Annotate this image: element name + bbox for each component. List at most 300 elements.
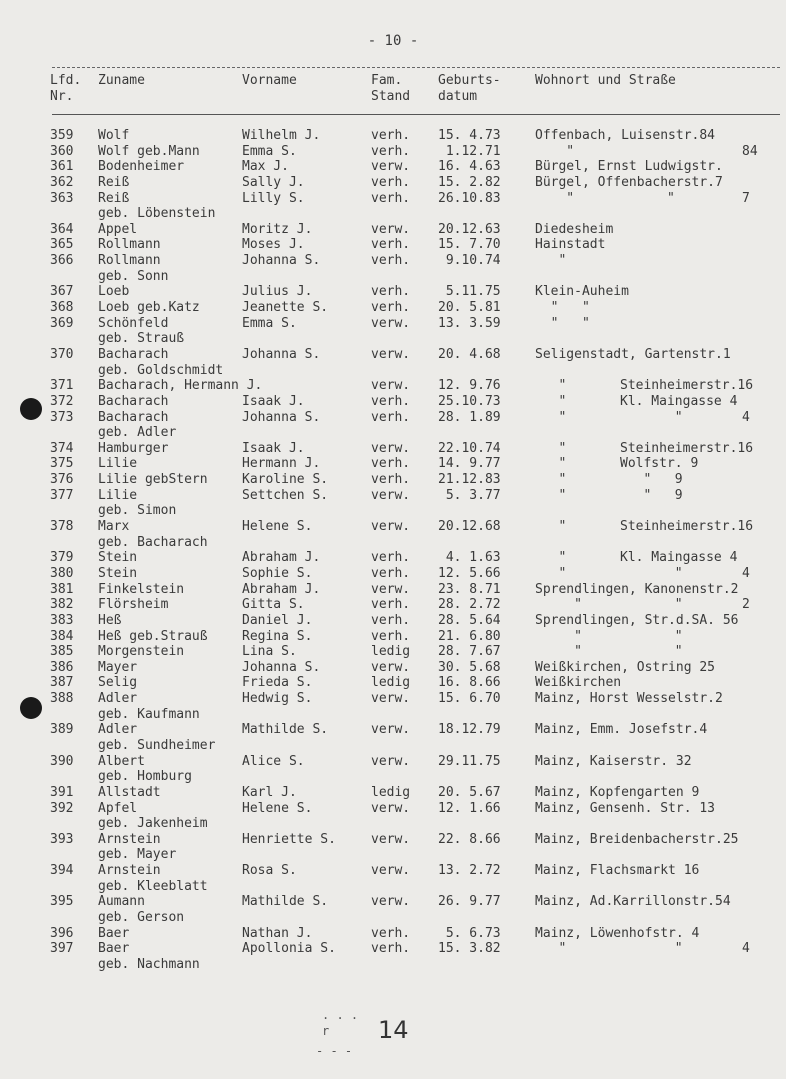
vorname-cell: Julius J. — [242, 284, 313, 300]
lfd-cell: 374 — [50, 440, 74, 456]
zuname-cell: geb. Strauß — [98, 331, 185, 347]
stand-cell: verw. — [371, 519, 411, 535]
geburtsdatum-cell: 12. 5.66 — [438, 565, 501, 581]
strasse-cell: " — [620, 409, 683, 425]
geburtsdatum-cell: 15. 4.73 — [438, 128, 501, 143]
header-lfd: Lfd. — [50, 73, 82, 88]
geburtsdatum-cell: 15. 6.70 — [438, 691, 501, 707]
stand-cell: verh. — [371, 237, 411, 253]
stand-cell: verh. — [371, 925, 411, 941]
table-row — [0, 566, 786, 582]
geburtsdatum-cell: 22. 8.66 — [438, 831, 501, 847]
lfd-cell: 390 — [50, 753, 74, 769]
header-bottom-rule — [52, 114, 780, 115]
wohnort-cell: " " — [535, 300, 590, 316]
table-row — [0, 894, 786, 910]
table-row-continuation — [0, 363, 786, 379]
lfd-cell: 372 — [50, 393, 74, 409]
vorname-cell: Rosa S. — [242, 863, 297, 879]
header-top-rule — [52, 67, 780, 68]
stand-cell: verh. — [371, 253, 411, 269]
strasse-cell: " — [620, 565, 683, 581]
table-row-continuation — [0, 503, 786, 519]
stand-cell: verw. — [371, 722, 411, 738]
table-row — [0, 316, 786, 332]
strasse-cell: Wolfstr. 9 — [620, 456, 699, 472]
zuname-cell: Schönfeld — [98, 315, 169, 331]
table-row — [0, 597, 786, 613]
stand-cell: verw. — [371, 487, 411, 503]
table-row — [0, 754, 786, 770]
zuname-cell: Morgenstein — [98, 644, 185, 660]
stand-cell: verh. — [371, 597, 411, 613]
geburtsdatum-cell: 26.10.83 — [438, 190, 501, 206]
vorname-cell: Emma S. — [242, 143, 297, 159]
geburtsdatum-cell: 12. 9.76 — [438, 378, 501, 394]
lfd-cell: 397 — [50, 941, 74, 957]
stand-cell: verw. — [371, 440, 411, 456]
vorname-cell: Sally J. — [242, 174, 305, 190]
table-row — [0, 941, 786, 957]
geburtsdatum-cell: 21.12.83 — [438, 472, 501, 488]
wohnort-cell: Bürgel, Ernst Ludwigstr. — [535, 159, 723, 175]
table-row — [0, 644, 786, 660]
zuname-cell: Mayer — [98, 659, 138, 675]
vorname-cell: Lilly S. — [242, 190, 305, 206]
table-row — [0, 159, 786, 175]
vorname-cell: Moritz J. — [242, 221, 313, 237]
table-row — [0, 785, 786, 801]
strasse-cell: " — [620, 190, 675, 206]
lfd-cell: 368 — [50, 300, 74, 316]
wohnort-cell: Offenbach, Luisenstr.84 — [535, 128, 716, 143]
wohnort-cell: " — [535, 941, 567, 957]
vorname-cell: Johanna S. — [242, 253, 321, 269]
wohnort-cell: Sprendlingen, Kanonenstr.2 — [535, 581, 739, 597]
header-nr: Nr. — [50, 89, 74, 104]
lfd-cell: 394 — [50, 863, 74, 879]
table-row-continuation — [0, 707, 786, 723]
lfd-cell: 363 — [50, 190, 74, 206]
vorname-cell: Moses J. — [242, 237, 305, 253]
lfd-cell: 396 — [50, 925, 74, 941]
zuname-cell: Adler — [98, 722, 138, 738]
zuname-cell: Bacharach — [98, 393, 169, 409]
zuname-cell: Lilie — [98, 456, 138, 472]
table-row-continuation — [0, 879, 786, 895]
vorname-cell: Jeanette S. — [242, 300, 329, 316]
zuname-cell: Reiß — [98, 174, 130, 190]
lfd-cell: 395 — [50, 894, 74, 910]
vorname-cell: Henriette S. — [242, 831, 336, 847]
stand-cell: verw. — [371, 221, 411, 237]
stand-cell: ledig — [371, 675, 411, 691]
vorname-cell: Nathan J. — [242, 925, 313, 941]
geburtsdatum-cell: 23. 8.71 — [438, 581, 501, 597]
wohnort-cell: " — [535, 253, 567, 269]
vorname-cell: Max J. — [242, 159, 289, 175]
table-row — [0, 613, 786, 629]
table-row — [0, 519, 786, 535]
geburtsdatum-cell: 28. 5.64 — [438, 612, 501, 628]
table-row — [0, 253, 786, 269]
zuname-cell: geb. Simon — [98, 503, 177, 519]
lfd-cell: 389 — [50, 722, 74, 738]
stand-cell: verh. — [371, 284, 411, 300]
vorname-cell: Daniel J. — [242, 612, 313, 628]
zuname-cell: Arnstein — [98, 863, 161, 879]
wohnort-cell: " — [535, 190, 575, 206]
header-fam: Fam. — [371, 73, 403, 88]
zuname-cell: Bodenheimer — [98, 159, 185, 175]
lfd-cell: 381 — [50, 581, 74, 597]
wohnort-cell: Mainz, Kopfengarten 9 — [535, 784, 700, 800]
table-row — [0, 284, 786, 300]
geburtsdatum-cell: 22.10.74 — [438, 440, 501, 456]
hausnummer-cell: 4 — [742, 409, 750, 425]
table-row-continuation — [0, 769, 786, 785]
lfd-cell: 383 — [50, 612, 74, 628]
geburtsdatum-cell: 14. 9.77 — [438, 456, 501, 472]
stand-cell: verw. — [371, 831, 411, 847]
vorname-cell: Abraham J. — [242, 581, 321, 597]
geburtsdatum-cell: 15. 7.70 — [438, 237, 501, 253]
vorname-cell: Johanna S. — [242, 409, 321, 425]
punch-hole-upper — [20, 398, 42, 420]
stand-cell: verw. — [371, 691, 411, 707]
lfd-cell: 365 — [50, 237, 74, 253]
wohnort-cell: Weißkirchen, Ostring 25 — [535, 659, 716, 675]
wohnort-cell: " — [535, 519, 567, 535]
stand-cell: verw. — [371, 159, 411, 175]
table-row — [0, 863, 786, 879]
vorname-cell: Karoline S. — [242, 472, 329, 488]
geburtsdatum-cell: 18.12.79 — [438, 722, 501, 738]
zuname-cell: Adler — [98, 691, 138, 707]
lfd-cell: 382 — [50, 597, 74, 613]
footer-mark-left: r — [322, 1024, 330, 1038]
table-row — [0, 378, 786, 394]
lfd-cell: 377 — [50, 487, 74, 503]
lfd-cell: 384 — [50, 628, 74, 644]
lfd-cell: 387 — [50, 675, 74, 691]
lfd-cell: 370 — [50, 346, 74, 362]
table-row — [0, 660, 786, 676]
strasse-cell: " — [620, 644, 683, 660]
vorname-cell: Sophie S. — [242, 565, 313, 581]
wohnort-cell: Diedesheim — [535, 221, 614, 237]
lfd-cell: 373 — [50, 409, 74, 425]
wohnort-cell: " — [535, 565, 567, 581]
vorname-cell: Karl J. — [242, 784, 297, 800]
zuname-cell: geb. Bacharach — [98, 534, 208, 550]
zuname-cell: Baer — [98, 925, 130, 941]
zuname-cell: Appel — [98, 221, 138, 237]
vorname-cell: Helene S. — [242, 800, 313, 816]
table-row-continuation — [0, 847, 786, 863]
lfd-cell: 388 — [50, 691, 74, 707]
lfd-cell: 386 — [50, 659, 74, 675]
zuname-cell: Rollmann — [98, 253, 161, 269]
strasse-cell: Kl. Maingasse 4 — [620, 550, 738, 566]
strasse-cell: " — [620, 941, 683, 957]
zuname-cell: geb. Mayer — [98, 847, 177, 863]
table-row — [0, 175, 786, 191]
geburtsdatum-cell: 15. 2.82 — [438, 174, 501, 190]
stand-cell: verh. — [371, 550, 411, 566]
footer-number: 14 — [378, 1016, 409, 1044]
zuname-cell: Reiß — [98, 190, 130, 206]
lfd-cell: 375 — [50, 456, 74, 472]
zuname-cell: Lilie gebStern — [98, 472, 208, 488]
stand-cell: verh. — [371, 628, 411, 644]
lfd-cell: 379 — [50, 550, 74, 566]
wohnort-cell: " " — [535, 315, 590, 331]
geburtsdatum-cell: 4. 1.63 — [438, 550, 501, 566]
vorname-cell: Alice S. — [242, 753, 305, 769]
lfd-cell: 367 — [50, 284, 74, 300]
vorname-cell: Mathilde S. — [242, 722, 329, 738]
stand-cell: verw. — [371, 346, 411, 362]
vorname-cell: Hedwig S. — [242, 691, 313, 707]
table-row — [0, 675, 786, 691]
stand-cell: verh. — [371, 941, 411, 957]
vorname-cell: Isaak J. — [242, 393, 305, 409]
zuname-cell: Allstadt — [98, 784, 161, 800]
stand-cell: verh. — [371, 393, 411, 409]
geburtsdatum-cell: 20. 5.81 — [438, 300, 501, 316]
table-row — [0, 347, 786, 363]
wohnort-cell: Mainz, Emm. Josefstr.4 — [535, 722, 708, 738]
zuname-cell: geb. Kaufmann — [98, 706, 200, 722]
table-row — [0, 300, 786, 316]
geburtsdatum-cell: 29.11.75 — [438, 753, 501, 769]
wohnort-cell: Mainz, Kaiserstr. 32 — [535, 753, 692, 769]
lfd-cell: 393 — [50, 831, 74, 847]
zuname-cell: Loeb — [98, 284, 130, 300]
strasse-cell: " — [620, 628, 683, 644]
wohnort-cell: Mainz, Flachsmarkt 16 — [535, 863, 700, 879]
table-row — [0, 410, 786, 426]
vorname-cell: Frieda S. — [242, 675, 313, 691]
wohnort-cell: " — [535, 393, 567, 409]
lfd-cell: 360 — [50, 143, 74, 159]
table-row — [0, 441, 786, 457]
lfd-cell: 385 — [50, 644, 74, 660]
zuname-cell: Wolf geb.Mann — [98, 143, 200, 159]
wohnort-cell: " — [535, 143, 575, 159]
header-geburtsdatum — [438, 73, 501, 105]
table-row-continuation — [0, 535, 786, 551]
lfd-cell: 371 — [50, 378, 74, 394]
zuname-cell: geb. Sundheimer — [98, 737, 216, 753]
geburtsdatum-cell: 13. 3.59 — [438, 315, 501, 331]
footer-mark-top: . . . — [322, 1008, 359, 1022]
geburtsdatum-cell: 16. 8.66 — [438, 675, 501, 691]
table-row — [0, 550, 786, 566]
vorname-cell: Abraham J. — [242, 550, 321, 566]
hausnummer-cell: 4 — [742, 941, 750, 957]
geburtsdatum-cell: 5.11.75 — [438, 284, 501, 300]
table-row — [0, 488, 786, 504]
vorname-cell: Emma S. — [242, 315, 297, 331]
zuname-cell: Arnstein — [98, 831, 161, 847]
strasse-cell: Steinheimerstr.16 — [620, 519, 754, 535]
stand-cell: verh. — [371, 565, 411, 581]
table-row — [0, 222, 786, 238]
stand-cell: verh. — [371, 143, 411, 159]
stand-cell: verh. — [371, 128, 411, 143]
geburtsdatum-cell: 28. 1.89 — [438, 409, 501, 425]
stand-cell: ledig — [371, 784, 411, 800]
header-zuname: Zuname — [98, 73, 145, 88]
geburtsdatum-cell: 30. 5.68 — [438, 659, 501, 675]
stand-cell: verw. — [371, 753, 411, 769]
stand-cell: verh. — [371, 409, 411, 425]
stand-cell: verw. — [371, 378, 411, 394]
lfd-cell: 364 — [50, 221, 74, 237]
zuname-cell: Marx — [98, 519, 130, 535]
stand-cell: ledig — [371, 644, 411, 660]
vorname-cell: Mathilde S. — [242, 894, 329, 910]
geburtsdatum-cell: 12. 1.66 — [438, 800, 501, 816]
table-row — [0, 456, 786, 472]
stand-cell: verw. — [371, 315, 411, 331]
table-row-continuation — [0, 738, 786, 754]
header-vorname: Vorname — [242, 73, 297, 88]
geburtsdatum-cell: 20.12.68 — [438, 519, 501, 535]
strasse-cell: Steinheimerstr.16 — [620, 440, 754, 456]
table-row — [0, 801, 786, 817]
lfd-cell: 362 — [50, 174, 74, 190]
geburtsdatum-cell: 20.12.63 — [438, 221, 501, 237]
lfd-cell: 380 — [50, 565, 74, 581]
geburtsdatum-cell: 16. 4.63 — [438, 159, 501, 175]
zuname-cell: geb. Goldschmidt — [98, 362, 224, 378]
table-row — [0, 926, 786, 942]
page-number: - 10 - — [367, 33, 419, 49]
wohnort-cell: Seligenstadt, Gartenstr.1 — [535, 346, 731, 362]
wohnort-cell: Mainz, Breidenbacherstr.25 — [535, 831, 739, 847]
wohnort-cell: " — [535, 644, 582, 660]
zuname-cell: Finkelstein — [98, 581, 185, 597]
header-datum: datum — [438, 89, 478, 104]
hausnummer-cell: 84 — [742, 143, 758, 159]
geburtsdatum-cell: 5. 6.73 — [438, 925, 501, 941]
vorname-cell: Regina S. — [242, 628, 313, 644]
wohnort-cell: Mainz, Horst Wesselstr.2 — [535, 691, 723, 707]
vorname-cell: Hermann J. — [242, 456, 321, 472]
vorname-cell: Settchen S. — [242, 487, 329, 503]
geburtsdatum-cell: 28. 7.67 — [438, 644, 501, 660]
table-row — [0, 472, 786, 488]
hausnummer-cell: 2 — [742, 597, 750, 613]
lfd-cell: 366 — [50, 253, 74, 269]
wohnort-cell: Sprendlingen, Str.d.SA. 56 — [535, 612, 739, 628]
geburtsdatum-cell: 20. 4.68 — [438, 346, 501, 362]
punch-hole-lower — [20, 697, 42, 719]
table-row-continuation — [0, 957, 786, 973]
stand-cell: verh. — [371, 472, 411, 488]
wohnort-cell: " — [535, 628, 582, 644]
table-row — [0, 144, 786, 160]
zuname-cell: Albert — [98, 753, 145, 769]
table-row — [0, 191, 786, 207]
table-row-continuation — [0, 816, 786, 832]
table-row — [0, 237, 786, 253]
geburtsdatum-cell: 26. 9.77 — [438, 894, 501, 910]
strasse-cell: " 9 — [620, 487, 683, 503]
wohnort-cell: Mainz, Gensenh. Str. 13 — [535, 800, 716, 816]
header-wohnort: Wohnort und Straße — [535, 73, 676, 88]
wohnort-cell: " — [535, 409, 567, 425]
lfd-cell: 391 — [50, 784, 74, 800]
vorname-cell: Gitta S. — [242, 597, 305, 613]
wohnort-cell: " — [535, 597, 582, 613]
zuname-cell: geb. Sonn — [98, 268, 169, 284]
register-table — [0, 128, 786, 973]
vorname-cell: Lina S. — [242, 644, 297, 660]
geburtsdatum-cell: 25.10.73 — [438, 393, 501, 409]
strasse-cell: Kl. Maingasse 4 — [620, 393, 738, 409]
vorname-cell: Apollonia S. — [242, 941, 336, 957]
wohnort-cell: Mainz, Ad.Karrillonstr.54 — [535, 894, 731, 910]
header-geburts: Geburts- — [438, 73, 501, 88]
stand-cell: verh. — [371, 190, 411, 206]
lfd-cell: 359 — [50, 128, 74, 143]
geburtsdatum-cell: 21. 6.80 — [438, 628, 501, 644]
wohnort-cell: " — [535, 456, 567, 472]
table-row — [0, 128, 786, 144]
wohnort-cell: " — [535, 487, 567, 503]
zuname-cell: Heß geb.Strauß — [98, 628, 208, 644]
zuname-cell: Hamburger — [98, 440, 169, 456]
zuname-cell: Flörsheim — [98, 597, 169, 613]
wohnort-cell: Weißkirchen — [535, 675, 622, 691]
stand-cell: verw. — [371, 581, 411, 597]
geburtsdatum-cell: 5. 3.77 — [438, 487, 501, 503]
wohnort-cell: Bürgel, Offenbacherstr.7 — [535, 174, 723, 190]
zuname-cell: geb. Adler — [98, 425, 177, 441]
wohnort-cell: Mainz, Löwenhofstr. 4 — [535, 925, 700, 941]
zuname-cell: Lilie — [98, 487, 138, 503]
lfd-cell: 378 — [50, 519, 74, 535]
geburtsdatum-cell: 20. 5.67 — [438, 784, 501, 800]
stand-cell: verh. — [371, 300, 411, 316]
zuname-cell: Bacharach — [98, 346, 169, 362]
footer-mark-bottom: - - - — [316, 1044, 353, 1058]
zuname-cell: Stein — [98, 565, 138, 581]
table-row — [0, 832, 786, 848]
zuname-cell: Loeb geb.Katz — [98, 300, 200, 316]
table-row-continuation — [0, 206, 786, 222]
table-row — [0, 691, 786, 707]
wohnort-cell: " — [535, 378, 567, 394]
table-row — [0, 722, 786, 738]
vorname-cell: Johanna S. — [242, 659, 321, 675]
table-row — [0, 582, 786, 598]
geburtsdatum-cell: 9.10.74 — [438, 253, 501, 269]
table-row-continuation — [0, 331, 786, 347]
stand-cell: verh. — [371, 174, 411, 190]
zuname-cell: Heß — [98, 612, 122, 628]
stand-cell: verw. — [371, 894, 411, 910]
wohnort-cell: Hainstadt — [535, 237, 606, 253]
zuname-cell: Bacharach, Hermann J. — [98, 378, 263, 394]
wohnort-cell: " — [535, 550, 567, 566]
wohnort-cell: " — [535, 440, 567, 456]
table-row — [0, 629, 786, 645]
